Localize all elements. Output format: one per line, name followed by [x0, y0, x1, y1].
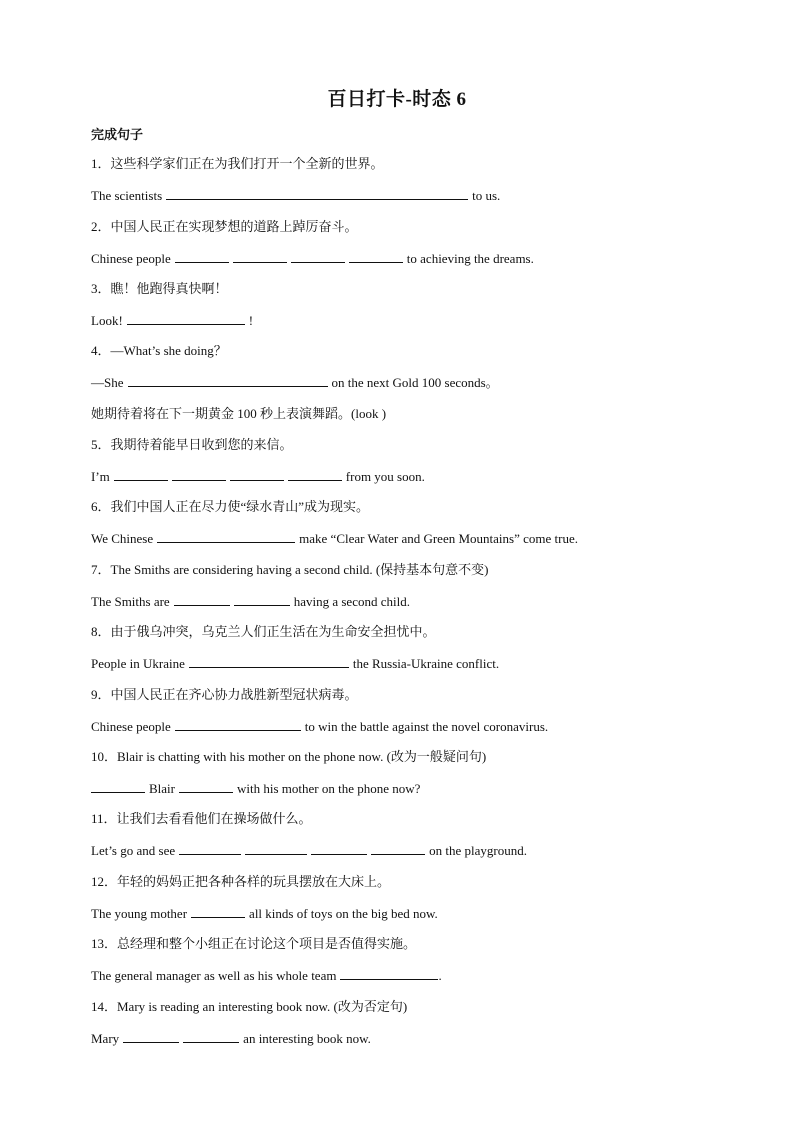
blank[interactable]	[175, 249, 229, 263]
answer-13-prefix: The general manager as well as his whole team	[91, 968, 337, 983]
answer-2-prefix: Chinese people	[91, 251, 171, 266]
blank[interactable]	[123, 1029, 179, 1043]
blank[interactable]	[191, 904, 245, 918]
blank[interactable]	[371, 841, 425, 855]
blank[interactable]	[175, 717, 301, 731]
question-11: 11．让我们去看看他们在操场做什么。	[91, 811, 312, 826]
question-3: 3．瞧！他跑得真快啊！	[91, 281, 228, 296]
answer-10-middle: Blair	[149, 781, 175, 796]
answer-2-suffix: to achieving the dreams.	[406, 251, 534, 266]
answer-13-suffix: .	[438, 968, 442, 983]
question-10: 10．Blair is chatting with his mother on the phone now. (改为一般疑问句)	[91, 749, 487, 764]
blank[interactable]	[166, 186, 468, 200]
answer-7	[91, 592, 410, 611]
blank[interactable]	[183, 1029, 239, 1043]
question-6: 6．我们中国人正在尽力使“绿水青山”成为现实。	[91, 499, 370, 514]
answer-1	[91, 186, 500, 205]
blank[interactable]	[349, 249, 403, 263]
answer-1-prefix: The scientists	[91, 188, 163, 203]
answer-8-prefix: People in Ukraine	[91, 656, 185, 671]
answer-12	[91, 904, 438, 923]
question-2: 2．中国人民正在实现梦想的道路上踔厉奋斗。	[91, 219, 358, 234]
blank[interactable]	[157, 529, 295, 543]
answer-12-prefix: The young mother	[91, 906, 188, 921]
answer-11-suffix: on the playground.	[429, 843, 527, 858]
answer-2	[91, 249, 534, 268]
answer-7-prefix: The Smiths are	[91, 594, 170, 609]
answer-12-suffix: all kinds of toys on the big bed now.	[249, 906, 438, 921]
blank[interactable]	[234, 592, 290, 606]
answer-7-suffix: having a second child.	[293, 594, 410, 609]
answer-8	[91, 654, 499, 673]
section-heading: 完成句子	[91, 127, 144, 142]
answer-11-prefix: Let’s go and see	[91, 843, 176, 858]
blank[interactable]	[230, 467, 284, 481]
question-7: 7．The Smiths are considering having a second child. (保持基本句意不变)	[91, 562, 489, 577]
blank[interactable]	[91, 779, 145, 793]
blank[interactable]	[311, 841, 367, 855]
page-title: 百日打卡-时态 6	[327, 89, 467, 110]
answer-3-prefix: Look!	[91, 313, 123, 328]
answer-3	[91, 311, 253, 330]
answer-6-suffix: make “Clear Water and Green Mountains” come true.	[299, 531, 578, 546]
answer-9-suffix: to win the battle against the novel coronavirus.	[304, 719, 549, 734]
answer-9	[91, 717, 548, 736]
blank[interactable]	[114, 467, 168, 481]
answer-4-suffix: on the next Gold 100 seconds。	[331, 375, 499, 390]
answer-10-suffix: with his mother on the phone now?	[237, 781, 421, 796]
answer-4	[91, 373, 499, 392]
answer-11	[91, 841, 527, 860]
answer-13	[91, 966, 442, 985]
blank[interactable]	[128, 373, 328, 387]
blank[interactable]	[127, 311, 245, 325]
answer-4-prefix: —She	[91, 375, 124, 390]
blank[interactable]	[179, 841, 241, 855]
blank[interactable]	[340, 966, 438, 980]
question-9: 9．中国人民正在齐心协力战胜新型冠状病毒。	[91, 687, 358, 702]
answer-8-suffix: the Russia-Ukraine conflict.	[352, 656, 500, 671]
question-8: 8．由于俄乌冲突，乌克兰人们正生活在为生命安全担忧中。	[91, 624, 436, 639]
answer-5-suffix: from you soon.	[345, 469, 425, 484]
answer-5	[91, 467, 425, 486]
answer-14	[91, 1029, 371, 1048]
blank[interactable]	[288, 467, 342, 481]
answer-14-suffix: an interesting book now.	[243, 1031, 371, 1046]
answer-1-suffix: to us.	[472, 188, 501, 203]
question-1: 1．这些科学家们正在为我们打开一个全新的世界。	[91, 156, 384, 171]
answer-6-prefix: We Chinese	[91, 531, 154, 546]
blank[interactable]	[245, 841, 307, 855]
answer-6	[91, 529, 578, 548]
question-5: 5．我期待着能早日收到您的来信。	[91, 437, 293, 452]
question-13: 13．总经理和整个小组正在讨论这个项目是否值得实施。	[91, 936, 417, 951]
question-14: 14．Mary is reading an interesting book now. (改为否定句)	[91, 999, 408, 1014]
blank[interactable]	[233, 249, 287, 263]
blank[interactable]	[291, 249, 345, 263]
answer-10	[91, 779, 420, 798]
blank[interactable]	[172, 467, 226, 481]
blank[interactable]	[189, 654, 349, 668]
blank[interactable]	[179, 779, 233, 793]
blank[interactable]	[174, 592, 230, 606]
answer-9-prefix: Chinese people	[91, 719, 171, 734]
question-4-hint: 她期待着将在下一期黄金 100 秒上表演舞蹈。(look )	[91, 406, 387, 421]
answer-14-prefix: Mary	[91, 1031, 120, 1046]
question-12: 12．年轻的妈妈正把各种各样的玩具摆放在大床上。	[91, 874, 391, 889]
answer-3-suffix: !	[248, 313, 254, 328]
answer-5-prefix: I’m	[91, 469, 110, 484]
question-4: 4．—What’s she doing？	[91, 343, 227, 358]
